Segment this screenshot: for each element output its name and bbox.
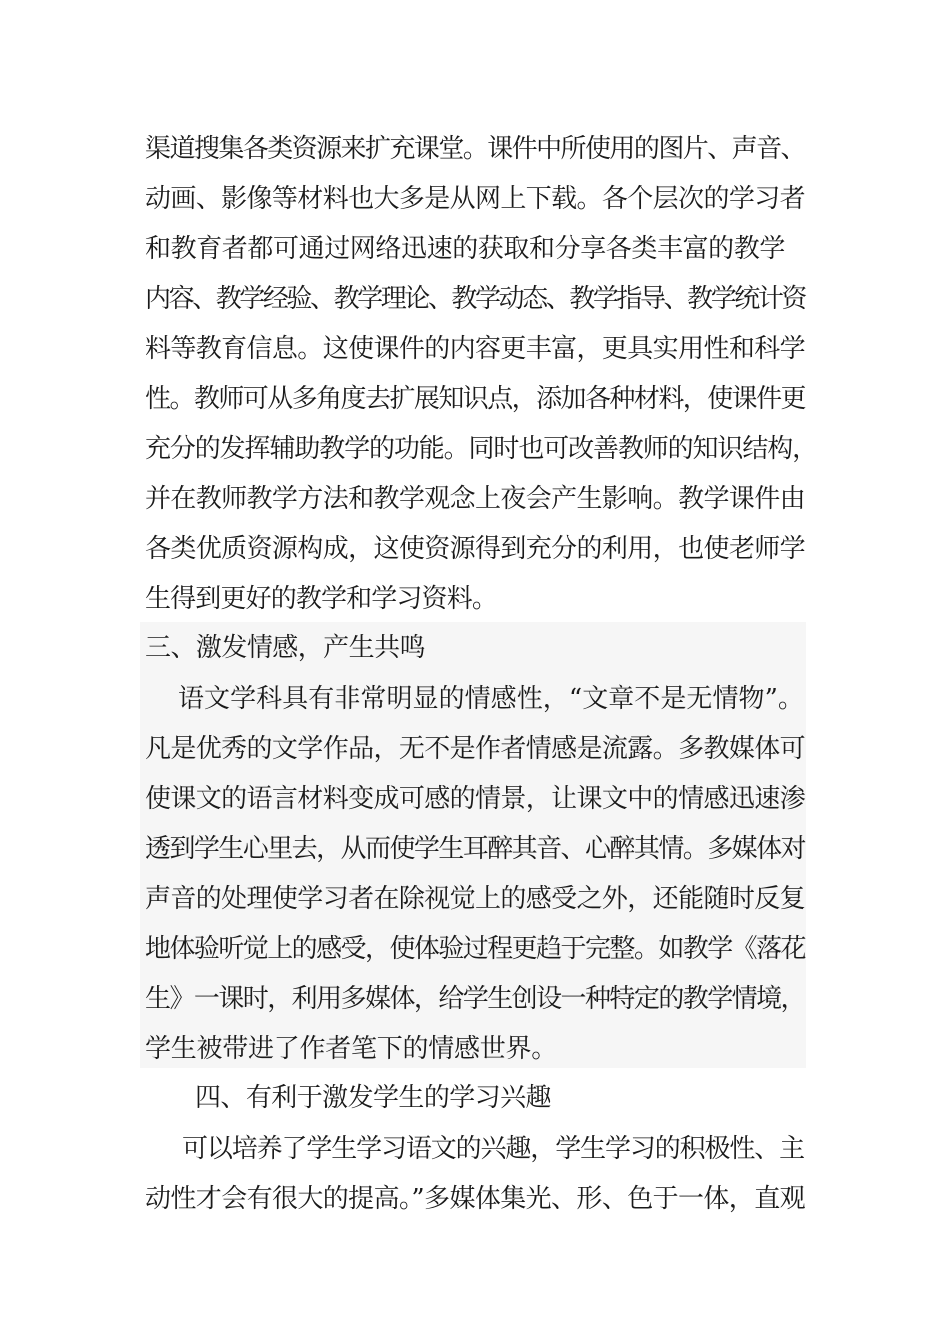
paragraph-1-line-4: 内容、教学经验、教学理论、教学动态、教学指导、教学统计资 bbox=[145, 284, 805, 314]
paragraph-2-line-7: 生》一课时，利用多媒体，给学生创设一种特定的教学情境， bbox=[145, 984, 805, 1014]
paragraph-1-line-6: 性。教师可从多角度去扩展知识点，添加各种材料，使课件更 bbox=[145, 384, 805, 414]
paragraph-2-line-8: 学生被带进了作者笔下的情感世界。 bbox=[145, 1034, 557, 1064]
paragraph-1-line-5: 料等教育信息。这使课件的内容更丰富，更具实用性和科学 bbox=[145, 334, 805, 364]
paragraph-2-line-2: 凡是优秀的文学作品，无不是作者情感是流露。多教媒体可 bbox=[145, 734, 805, 764]
paragraph-1-line-1: 渠道搜集各类资源来扩充课堂。课件中所使用的图片、声音、 bbox=[145, 134, 805, 164]
section-heading-3: 三、激发情感，产生共鸣 bbox=[145, 633, 425, 663]
paragraph-2-line-3: 使课文的语言材料变成可感的情景，让课文中的情感迅速渗 bbox=[145, 784, 805, 814]
paragraph-1-line-3: 和教育者都可通过网络迅速的获取和分享各类丰富的教学 bbox=[145, 234, 785, 264]
paragraph-1-line-7: 充分的发挥辅助教学的功能。同时也可改善教师的知识结构， bbox=[145, 434, 817, 464]
paragraph-1-line-10: 生得到更好的教学和学习资料。 bbox=[145, 584, 497, 614]
paragraph-1-line-9: 各类优质资源构成，这使资源得到充分的利用，也使老师学 bbox=[145, 534, 805, 564]
paragraph-1-line-8: 并在教师教学方法和教学观念上夜会产生影响。教学课件由 bbox=[145, 484, 805, 514]
paragraph-2-line-5: 声音的处理使学习者在除视觉上的感受之外，还能随时反复 bbox=[145, 884, 805, 914]
paragraph-3-line-1: 可以培养了学生学习语文的兴趣，学生学习的积极性、主 bbox=[182, 1134, 804, 1164]
paragraph-3-line-2: 动性才会有很大的提高。”多媒体集光、形、色于一体，直观 bbox=[145, 1184, 805, 1214]
paragraph-1-line-2: 动画、影像等材料也大多是从网上下载。各个层次的学习者 bbox=[145, 184, 805, 214]
paragraph-2-line-4: 透到学生心里去，从而使学生耳醉其音、心醉其情。多媒体对 bbox=[145, 834, 805, 864]
section-heading-4: 四、有利于激发学生的学习兴趣 bbox=[195, 1083, 551, 1113]
paragraph-2-line-6: 地体验听觉上的感受，使体验过程更趋于完整。如教学《落花 bbox=[145, 934, 805, 964]
paragraph-2-line-1: 语文学科具有非常明显的情感性，“文章不是无情物”。 bbox=[178, 684, 804, 714]
